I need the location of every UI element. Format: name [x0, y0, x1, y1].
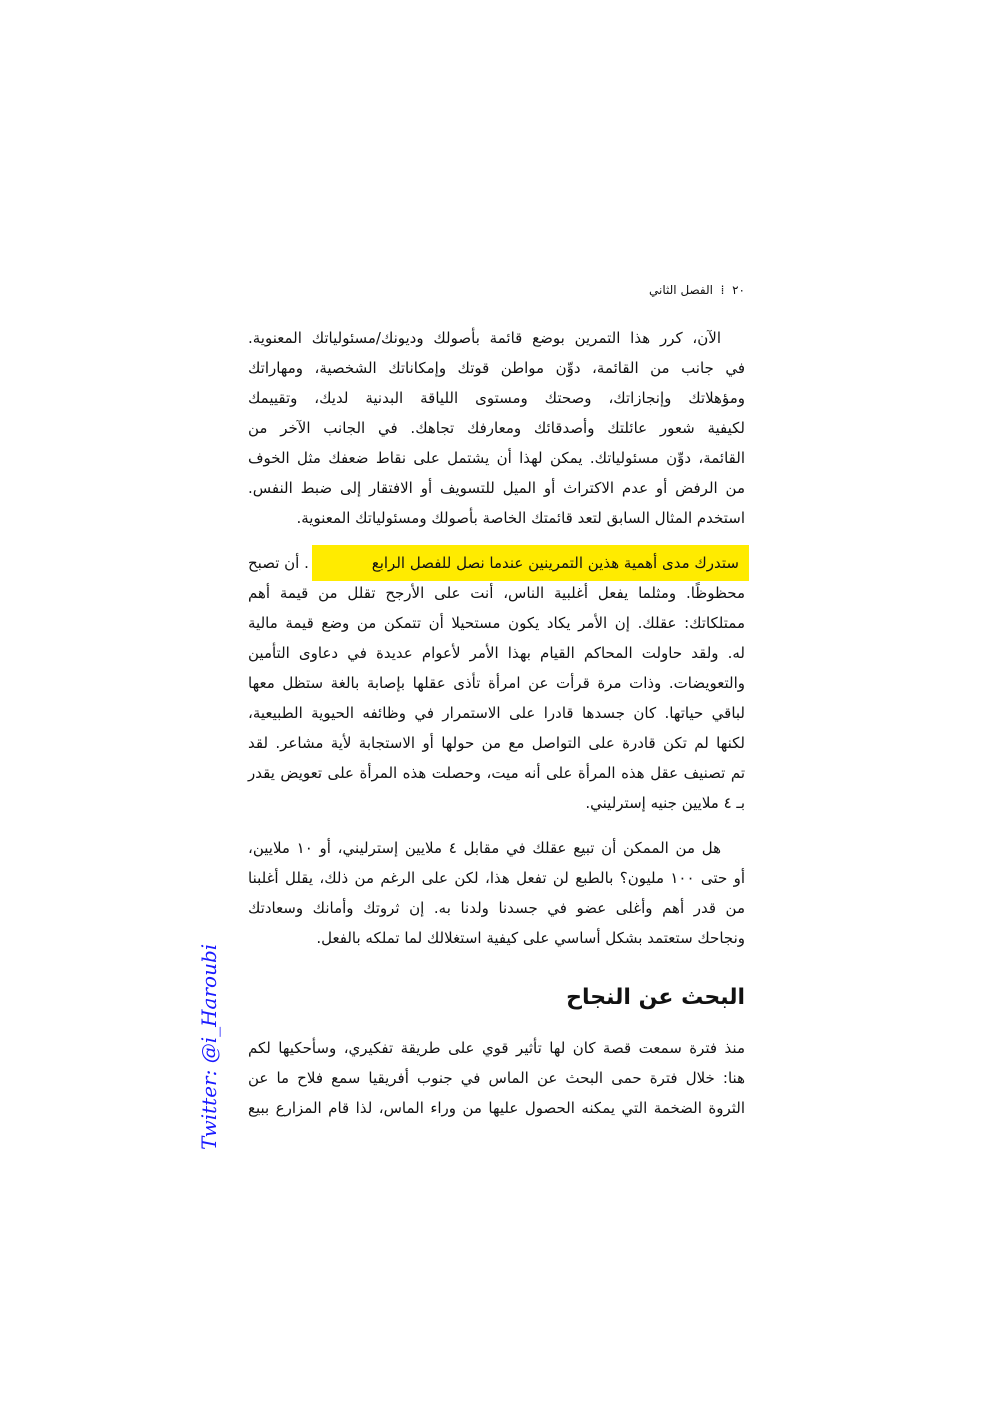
- body-line: الآن، كرر هذا التمرين بوضع قائمة بأصولك وديونك/مسئولياتك المعنوية.: [248, 329, 721, 347]
- body-line: لكيفية شعور عائلتك وأصدقائك ومعارفك تجاهك. في الجانب الآخر من: [248, 419, 745, 437]
- header-separator: ⁞: [720, 283, 725, 297]
- body-line: الثروة الضخمة التي يمكنه الحصول عليها من وراء الماس، لذا قام المزارع ببيع: [248, 1099, 745, 1117]
- body-line: من قدر أهم وأغلى عضو في جسدنا ولدنا به. إن ثروتك وأمانك وسعادتك: [248, 899, 745, 917]
- body-line: لكنها لم تكن قادرة على التواصل مع من حولها أو الاستجابة لأية مشاعر. لقد: [248, 734, 745, 752]
- body-line: والتعويضات. وذات مرة قرأت عن امرأة تأذى عقلها بإصابة بالغة ستظل معها: [248, 674, 745, 692]
- running-header: [560, 283, 745, 297]
- body-line: منذ فترة سمعت قصة كان لها تأثير قوي على طريقة تفكيري، وسأحكيها لكم: [248, 1039, 745, 1057]
- twitter-watermark: Twitter: @i_Haroubi: [197, 943, 221, 1150]
- body-line: له. ولقد حاولت المحاكم القيام بهذا الأمر لأعوام عديدة في دعاوى التأمين: [248, 644, 745, 662]
- body-line: بـ ٤ ملايين جنيه إسترليني.: [585, 794, 745, 812]
- body-line: أو حتى ١٠٠ مليون؟ بالطبع لن تفعل هذا، لكن على الرغم من ذلك، يقلل أغلبنا: [248, 869, 745, 887]
- body-line: ونجاحك ستعتمد بشكل أساسي على كيفية استغلالك لما تملكه بالفعل.: [316, 929, 745, 947]
- body-line: القائمة، دوِّن مسئولياتك. يمكن لهذا أن يشتمل على نقاط ضعفك مثل الخوف: [248, 449, 745, 467]
- chapter-title: الفصل الثاني: [649, 283, 713, 297]
- body-line: تم تصنيف عقل هذه المرأة على أنه ميت، وحصلت هذه المرأة على تعويض يقدر: [248, 764, 745, 782]
- body-line: هل من الممكن أن تبيع عقلك في مقابل ٤ ملايين إسترليني، أو ١٠ ملايين،: [248, 839, 722, 857]
- body-line: في جانب من القائمة، دوِّن مواطن قوتك وإمكاناتك الشخصية، ومهاراتك: [248, 359, 745, 377]
- body-line: ممتلكاتك: عقلك. إن الأمر يكاد يكون مستحيلا أن تتمكن من وضع قيمة مالية: [248, 614, 745, 632]
- body-text: . أن تصبح: [248, 554, 309, 572]
- body-line: هنا: خلال فترة حمى البحث عن الماس في جنوب أفريقيا سمع فلاح ما عن: [248, 1069, 745, 1087]
- body-line: استخدم المثال السابق لتعد قائمتك الخاصة بأصولك ومسئولياتك المعنوية.: [296, 509, 745, 527]
- body-line: محظوظًا. ومثلما يفعل أغلبية الناس، أنت على الأرجح تقلل من قيمة أهم: [248, 584, 745, 602]
- body-line: من الرفض أو عدم الاكتراث أو الميل للتسويف أو الافتقار إلى ضبط النفس.: [248, 479, 745, 497]
- section-heading: البحث عن النجاح: [566, 985, 745, 1010]
- text-highlight[interactable]: ستدرك مدى أهمية هذين التمرينين عندما نصل للفصل الرابع: [312, 545, 749, 581]
- page-number: ٢٠: [732, 283, 745, 297]
- highlighted-line: [248, 545, 745, 581]
- body-line: لباقي حياتها. كان جسدها قادرا على الاستمرار في وظائفه الحيوية الطبيعية،: [248, 704, 745, 722]
- body-line: ومؤهلاتك وإنجازاتك، وصحتك ومستوى اللياقة البدنية لديك، وتقييمك: [248, 389, 745, 407]
